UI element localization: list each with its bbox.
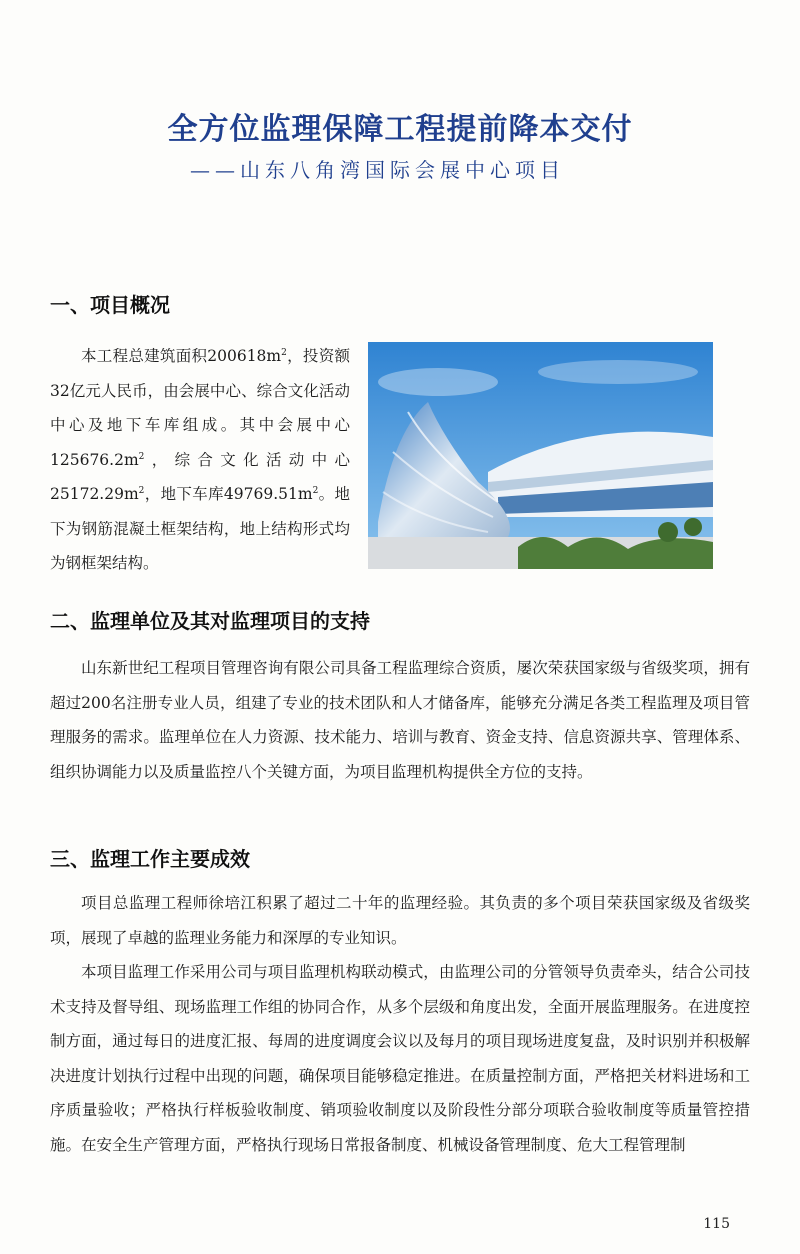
section-heading-overview: 一、项目概况 bbox=[50, 293, 170, 317]
section-heading-results: 三、监理工作主要成效 bbox=[50, 847, 250, 871]
support-paragraph: 山东新世纪工程项目管理咨询有限公司具备工程监理综合资质，屡次荣获国家级与省级奖项，拥有超过200名注册专业人员，组建了专业的技术团队和人才储备库，能够充分满足各类工程监理及项目管理服务的需求。监理单位在人力资源、技术能力、培训与教育、资金支持、信息资源共享、管理体系、组织协调能力以及质量监控八个关键方面，为项目监理机构提供全方位的支持。 bbox=[50, 659, 750, 781]
results-paragraph-1: 项目总监理工程师徐培江积累了超过二十年的监理经验。其负责的多个项目荣获国家级及省级奖项，展现了卓越的监理业务能力和深厚的专业知识。 bbox=[50, 894, 750, 947]
page-title: 全方位监理保障工程提前降本交付 bbox=[167, 112, 633, 147]
trees bbox=[518, 537, 713, 569]
section-heading-support: 二、监理单位及其对监理项目的支持 bbox=[50, 609, 370, 633]
overview-paragraph: 本工程总建筑面积$200618m^2$，投资额32亿元人民币，由会展中心、综合文化活动中心及地下车库组成。其中会展中心$125676.2m^2$，综合文化活动中心$25172.29m^2$，地下车库$49769.51m^2$。地下为钢筋混凝土框架结构，地上结构形式均为钢框架结构。 bbox=[50, 347, 350, 572]
page-subtitle: ——山东八角湾国际会展中心项目 bbox=[190, 158, 565, 182]
exhibition-center-photo bbox=[368, 342, 713, 569]
page-number: 115 bbox=[703, 1216, 730, 1232]
results-paragraph-2: 本项目监理工作采用公司与项目监理机构联动模式，由监理公司的分管领导负责牵头，结合公司技术支持及督导组、现场监理工作组的协同合作，从多个层级和角度出发，全面开展监理服务。在进度控制方面，通过每日的进度汇报、每周的进度调度会议以及每月的项目现场进度复盘，及时识别并积极解决进度计划执行过程中出现的问题，确保项目能够稳定推进。在质量控制方面，严格把关材料进场和工序质量验收；严格执行样板验收制度、销项验收制度以及阶段性分部分项联合验收制度等质量管控措施。在安全生产管理方面，严格执行现场日常报备制度、机械设备管理制度、危大工程管理制 bbox=[50, 963, 750, 1154]
